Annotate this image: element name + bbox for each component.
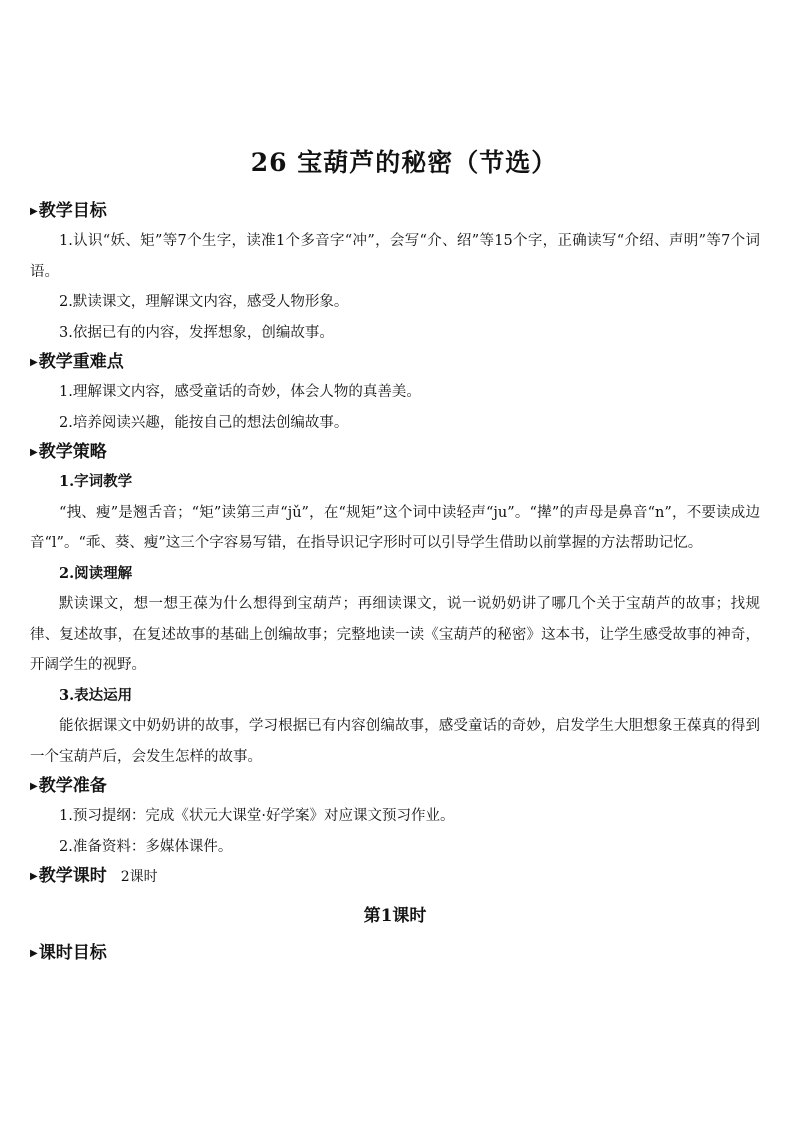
section-heading-label: 教学课时	[38, 866, 107, 886]
strategy-paragraph: 默读课文，想一想王葆为什么想得到宝葫芦；再细读课文，说一说奶奶讲了哪几个关于宝葫芦的故事；找规律、复述故事，在复述故事的基础上创编故事；完整地读一读《宝葫芦的秘密》这本书，让学生感受故事的神奇，开阔学生的视野。	[30, 596, 760, 673]
page-title: 26 宝葫芦的秘密（节选）	[250, 148, 558, 177]
section-heading-label: 课时目标	[38, 943, 107, 963]
document-page	[30, 143, 760, 968]
triangle-bullet-icon: ▶	[30, 447, 38, 458]
section-heading-key-points	[30, 348, 760, 377]
triangle-bullet-icon: ▶	[30, 781, 38, 792]
preparation-item: 1.预习提纲：完成《状元大课堂·好学案》对应课文预习作业。	[59, 808, 455, 824]
strategy-paragraph: “拽、瘦”是翘舌音；“矩”读第三声“jǔ”，在“规矩”这个词中读轻声“ju”。“撵”的声母是鼻音“n”，不要读成边音“l”。“乖、葵、瘦”这三个字容易写错，在指导识记字形时可以引导学生借助以前掌握的方法帮助记忆。	[30, 504, 760, 551]
section-heading-label: 教学目标	[38, 201, 107, 221]
section-heading-label: 教学重难点	[38, 352, 124, 372]
triangle-bullet-icon: ▶	[30, 948, 38, 959]
hours-value: 2课时	[120, 869, 158, 885]
section-heading-label: 教学准备	[38, 776, 107, 796]
triangle-bullet-icon: ▶	[30, 357, 38, 368]
goal-item: 1.认识“妖、矩”等7个生字，读准1个多音字“冲”，会写“介、绍”等15个字，正确读写“介绍、声明”等7个词语。	[30, 233, 760, 280]
triangle-bullet-icon: ▶	[30, 871, 38, 882]
key-point-item: 1.理解课文内容，感受童话的奇妙，体会人物的真善美。	[59, 384, 421, 400]
lesson-title: 第1课时	[363, 906, 427, 926]
preparation-item: 2.准备资料：多媒体课件。	[59, 838, 233, 855]
triangle-bullet-icon: ▶	[30, 206, 38, 217]
strategy-subheading: 2.阅读理解	[59, 564, 133, 582]
section-heading-lesson-goals	[30, 939, 760, 968]
section-heading-hours	[30, 862, 760, 891]
strategy-paragraph: 能依据课文中奶奶讲的故事，学习根据已有内容创编故事，感受童话的奇妙，启发学生大胆想象王葆真的得到一个宝葫芦后，会发生怎样的故事。	[30, 718, 760, 765]
goal-item: 2.默读课文，理解课文内容，感受人物形象。	[59, 294, 349, 310]
section-heading-label: 教学策略	[38, 442, 107, 462]
key-point-item: 2.培养阅读兴趣，能按自己的想法创编故事。	[59, 414, 349, 431]
strategy-subheading: 1.字词教学	[59, 473, 133, 490]
section-heading-goals	[30, 197, 760, 226]
section-heading-strategy	[30, 438, 760, 467]
goal-item: 3.依据已有的内容，发挥想象，创编故事。	[59, 324, 334, 341]
strategy-subheading: 3.表达运用	[59, 686, 133, 704]
section-heading-preparation	[30, 772, 760, 801]
